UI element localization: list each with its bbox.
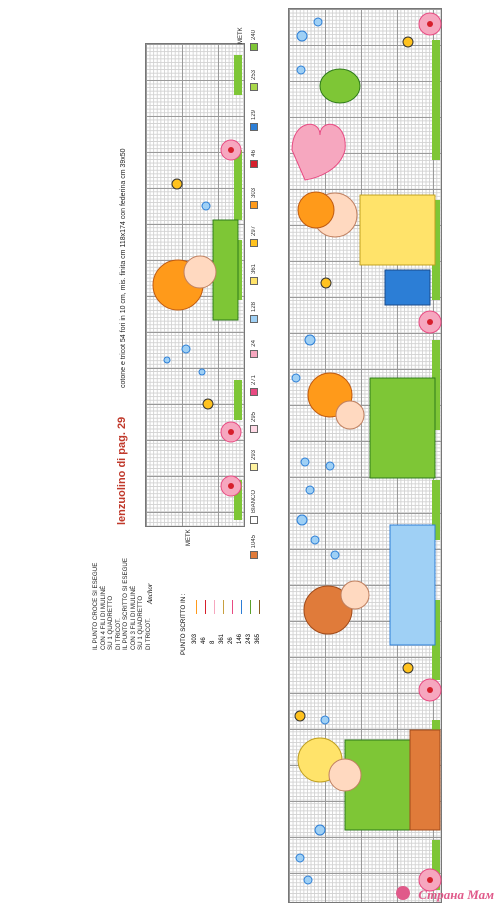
legend-swatch bbox=[250, 463, 258, 471]
child-blonde-green bbox=[298, 730, 440, 830]
child-green-outfit bbox=[308, 373, 435, 478]
legend-code: 303 bbox=[251, 188, 257, 199]
legend-item bbox=[250, 302, 258, 323]
legend-code: BIANCO bbox=[251, 490, 257, 514]
punto-scritto-code: 46 bbox=[201, 637, 207, 644]
punto-scritto-heading: PUNTO SCRITTO IN : bbox=[180, 593, 187, 655]
punto-scritto-code: 303 bbox=[192, 633, 198, 644]
legend-code: 240 bbox=[251, 30, 257, 41]
bee-large-3 bbox=[403, 663, 413, 673]
instruction-line: DI TRICOT. bbox=[114, 618, 122, 650]
legend-item bbox=[250, 375, 258, 396]
legend-item bbox=[250, 340, 258, 358]
punto-scritto-code: 243 bbox=[246, 633, 252, 644]
page-title: lenzuolino di pag. 29 bbox=[116, 416, 128, 525]
legend-item bbox=[250, 450, 258, 471]
instruction-line: SU 1 QUADRETTO bbox=[107, 595, 114, 650]
legend-swatch bbox=[250, 201, 258, 209]
child-blue-dress bbox=[304, 525, 435, 645]
legend-swatch bbox=[250, 123, 258, 131]
legend-item bbox=[250, 70, 258, 91]
metk-label-small: METK bbox=[238, 27, 244, 44]
legend-swatch bbox=[250, 83, 258, 91]
legend-code: 361 bbox=[251, 264, 257, 275]
instruction-line: IL PUNTO SCRITTO SI ESEGUE bbox=[122, 557, 129, 650]
legend-swatch bbox=[250, 239, 258, 247]
bee-large-2 bbox=[321, 278, 331, 288]
legend-code: 297 bbox=[251, 226, 257, 237]
instruction-line: CON 3 FILI DI MULINÉ bbox=[129, 585, 137, 650]
legend-item bbox=[250, 150, 258, 168]
bee-large-1 bbox=[403, 37, 413, 47]
balloon-pink bbox=[292, 124, 345, 180]
flower-large-1 bbox=[419, 13, 441, 35]
legend-item bbox=[250, 535, 258, 559]
legend-code: 46 bbox=[251, 150, 257, 157]
legend-swatch bbox=[250, 516, 258, 524]
legend-swatch bbox=[250, 388, 258, 396]
legend-swatch bbox=[250, 160, 258, 168]
child-yellow-dress bbox=[298, 192, 435, 305]
legend-item bbox=[250, 30, 258, 51]
flower-large-2 bbox=[419, 311, 441, 333]
instruction-line: CON 4 FILI DI MULINÉ bbox=[99, 585, 107, 650]
legend-code: 253 bbox=[251, 70, 257, 81]
instruction-line: DI TRICOT. bbox=[144, 618, 152, 650]
legend-code: 271 bbox=[251, 375, 257, 386]
instructions-block bbox=[92, 558, 152, 650]
legend-item bbox=[250, 490, 258, 524]
legend-item bbox=[250, 412, 258, 433]
instruction-line: IL PUNTO CROCE SI ESEGUE bbox=[92, 562, 99, 650]
legend-swatch bbox=[250, 551, 258, 559]
legend-code: 295 bbox=[251, 412, 257, 423]
legend-code: 128 bbox=[251, 302, 257, 313]
legend-swatch bbox=[250, 350, 258, 358]
legend-code: 293 bbox=[251, 450, 257, 461]
page-subtitle: cotone e tricot 54 fori in 10 cm, mis. finita cm 118x174 con federina cm 39x50 bbox=[120, 148, 127, 388]
balloon-green bbox=[320, 69, 360, 103]
punto-scritto-code: 146 bbox=[237, 633, 243, 644]
legend-code: 24 bbox=[251, 340, 257, 347]
legend-item bbox=[250, 110, 258, 131]
watermark: Страна Мам bbox=[418, 887, 494, 902]
punto-scritto-code: 365 bbox=[255, 633, 261, 644]
legend-item bbox=[250, 226, 258, 247]
punto-scritto-code: 361 bbox=[219, 633, 225, 644]
watermark-logo-icon bbox=[396, 886, 410, 900]
legend-code: 129 bbox=[251, 110, 257, 121]
legend-item bbox=[250, 188, 258, 209]
legend-item bbox=[250, 264, 258, 285]
color-legend bbox=[250, 30, 280, 585]
legend-swatch bbox=[250, 277, 258, 285]
metk-label-small-bottom: METK bbox=[186, 529, 192, 546]
legend-swatch bbox=[250, 315, 258, 323]
bee-large-4 bbox=[295, 711, 305, 721]
instruction-line: SU 1 QUADRETTO bbox=[137, 595, 144, 650]
punto-scritto-code: 8 bbox=[210, 640, 216, 644]
legend-swatch bbox=[250, 43, 258, 51]
punto-scritto-code: 26 bbox=[228, 637, 234, 644]
flower-large-3 bbox=[419, 679, 441, 701]
legend-code: 1045 bbox=[251, 535, 257, 549]
legend-swatch bbox=[250, 425, 258, 433]
punto-scritto-list bbox=[192, 600, 272, 660]
anchor-brand-label: Anchor bbox=[146, 583, 154, 604]
